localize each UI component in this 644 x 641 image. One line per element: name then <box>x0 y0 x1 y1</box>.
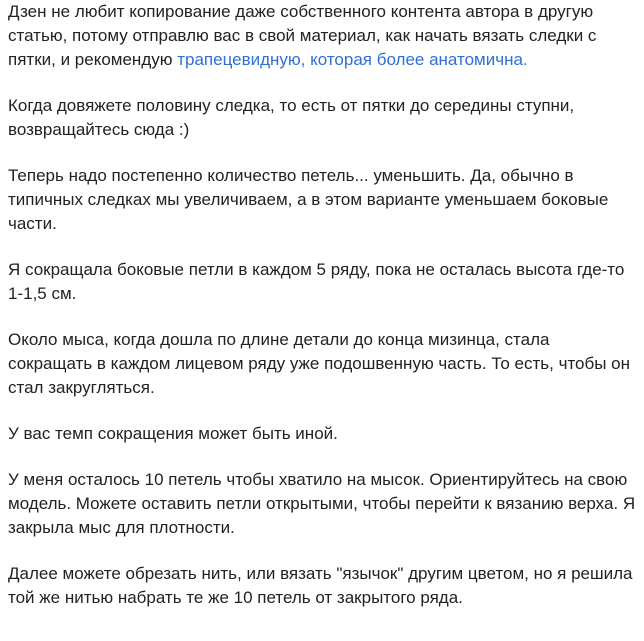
paragraph-remaining-stitches: У меня осталось 10 петель чтобы хватило на мысок. Ориентируйтесь на свою модель. Можете оставить петли открытыми, чтобы перейти к вязанию верха. Я закрыла мыс для плотности. <box>8 470 636 537</box>
paragraph-decrease-stitches: Теперь надо постепенно количество петель... уменьшить. Да, обычно в типичных следках мы увеличиваем, а в этом варианте уменьшаем боковые части. <box>8 166 609 233</box>
paragraph-cut-yarn: Далее можете обрезать нить, или вязать "язычок" другим цветом, но я решила той же нитью набрать те же 10 петель от закрытого ряда. <box>8 564 633 607</box>
paragraph-intro <box>8 0 638 72</box>
paragraph-decrease-pace: У вас темп сокращения может быть иной. <box>8 424 338 443</box>
paragraph-half-sock: Когда довяжете половину следка, то есть от пятки до середины ступни, возвращайтесь сюда :) <box>8 96 575 139</box>
paragraph-side-decreases: Я сокращала боковые петли в каждом 5 ряду, пока не осталась высота где-то 1-1,5 см. <box>8 260 625 303</box>
paragraph-intro-text: Дзен не любит копирование даже собственного контента автора в другую статью, потому отправлю вас в свой материал, как начать вязать следки с пятки, и рекомендую <box>8 2 597 69</box>
trapezoid-article-link[interactable]: трапецевидную, которая более анатомична. <box>177 50 528 69</box>
paragraph-toe-shaping: Около мыса, когда дошла по длине детали до конца мизинца, стала сокращать в каждом лицевом ряду уже подошвенную часть. То есть, чтобы он стал закругляться. <box>8 330 631 397</box>
